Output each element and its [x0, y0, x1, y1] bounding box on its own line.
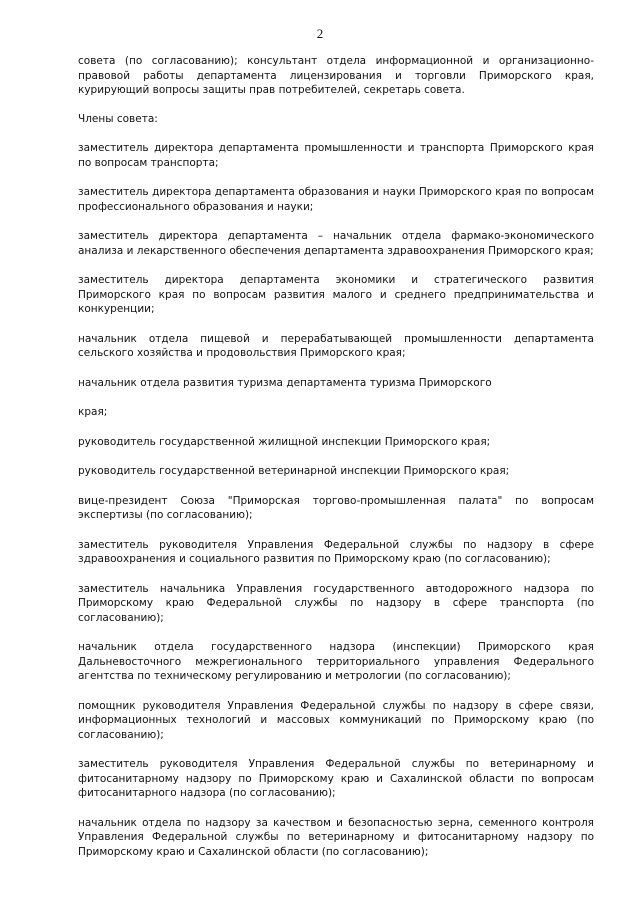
member-item: заместитель начальника Управления государственного автодорожного надзора по Приморскому краю Федеральной службы по надзору в сфере транспорта (по согласованию); — [78, 582, 594, 624]
member-item: начальник отдела пищевой и перерабатывающей промышленности департамента сельского хозяйства и продовольствия Приморского края; — [78, 332, 594, 359]
member-item: помощник руководителя Управления Федеральной службы по надзору в сфере связи, информационных технологий и массовых коммуникаций по Приморскому краю (по согласованию); — [78, 699, 594, 741]
member-item: руководитель государственной жилищной инспекции Приморского края; — [78, 435, 491, 448]
member-item: заместитель директора департамента промышленности и транспорта Приморского края по вопросам транспорта; — [78, 142, 594, 169]
member-item: заместитель руководителя Управления Федеральной службы по ветеринарному и фитосанитарному надзору по Приморскому краю и Сахалинской области по вопросам фитосанитарного надзора (по согласованию); — [78, 758, 594, 799]
member-item: заместитель руководителя Управления Федеральной службы по надзору в сфере здравоохранения и социального развития по Приморскому краю (по согласованию); — [78, 538, 594, 565]
member-item-continuation: края; — [78, 406, 108, 418]
member-item: заместитель директора департамента – начальник отдела фармако-экономического анализа и лекарственного обеспечения департамента здравоохранения Приморского края; — [78, 230, 594, 257]
members-heading: Члены совета: — [78, 112, 158, 125]
document-body — [78, 54, 594, 859]
paragraph-secretary: совета (по согласованию); консультант отдела информационной и организационно-правовой работы департамента лицензирования и торговли Приморского края, курирующий вопросы защиты прав потребителей, секретарь совета. — [78, 55, 594, 96]
member-item: начальник отдела государственного надзора (инспекции) Приморского края Дальневосточного межрегионального территориального управления Федерального агентства по техническому регулированию и метрологии (по согласованию); — [78, 641, 594, 682]
member-item: начальник отдела по надзору за качеством и безопасностью зерна, семенного контроля Управления Федеральной службы по ветеринарному и фитосанитарному надзору по Приморскому краю и Сахалинской области (по согласованию); — [78, 816, 594, 858]
page-number: 2 — [316, 26, 324, 41]
member-item: заместитель директора департамента экономики и стратегического развития Приморского края по вопросам развития малого и среднего предпринимательства и конкуренции; — [78, 274, 594, 315]
member-item: руководитель государственной ветеринарной инспекции Приморского края; — [78, 465, 510, 477]
member-item: заместитель директора департамента образования и науки Приморского края по вопросам профессионального образования и науки; — [78, 186, 594, 213]
member-item: начальник отдела развития туризма департамента туризма Приморского — [78, 376, 492, 389]
member-item: вице-президент Союза "Приморская торгово-промышленная палата" по вопросам экспертизы (по согласованию); — [78, 494, 594, 521]
